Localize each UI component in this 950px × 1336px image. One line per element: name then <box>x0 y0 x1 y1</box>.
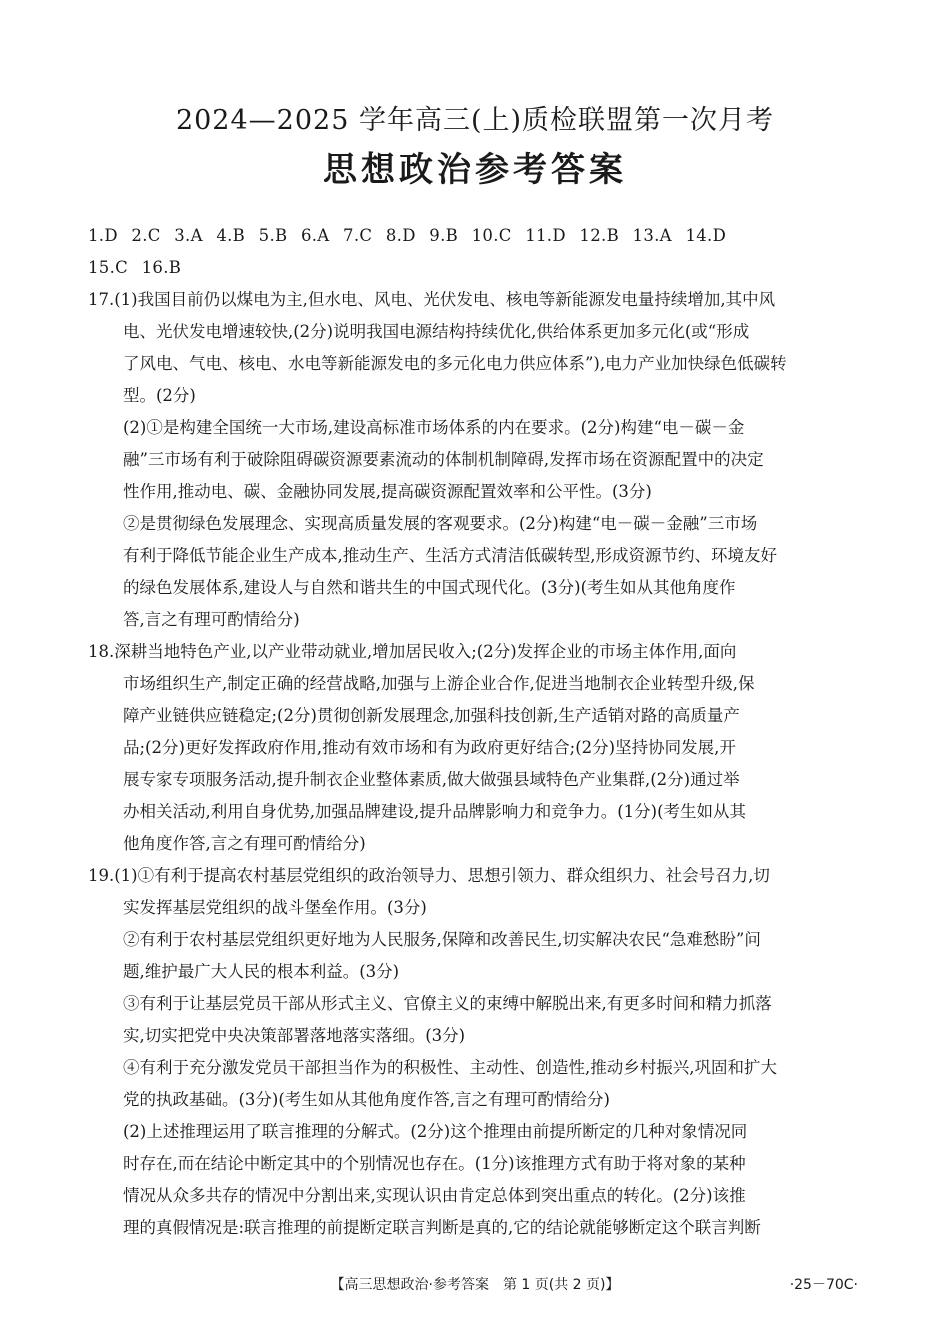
q17-line: 融”三市场有利于破除阻碍碳资源要素流动的体制机制障碍,发挥市场在资源配置中的决定 <box>123 450 764 469</box>
q19-line: 题,维护最广大人民的根本利益。(3分) <box>123 962 400 981</box>
q17-line: 性作用,推动电、碳、金融协同发展,提高碳资源配置效率和公平性。(3分) <box>123 482 652 501</box>
q19-line: 实发挥基层党组织的战斗堡垒作用。(3分) <box>123 898 427 917</box>
q18-line: 办相关活动,利用自身优势,加强品牌建设,提升品牌影响力和竞争力。(1分)(考生如从其 <box>123 802 747 821</box>
q17-line: 有利于降低节能企业生产成本,推动生产、生活方式清洁低碳转型,形成资源节约、环境友好 <box>123 546 777 565</box>
q19-line: 情况从众多共存的情况中分割出来,实现认识由肯定总体到突出重点的转化。(2分)该推 <box>123 1186 746 1205</box>
q19-line: (2)上述推理运用了联言推理的分解式。(2分)这个推理由前提所断定的几种对象情况同 <box>123 1122 748 1141</box>
q17-line: 了风电、气电、核电、水电等新能源发电的多元化电力供应体系”),电力产业加快绿色低碳转 <box>123 354 787 373</box>
q19-line: 理的真假情况是:联言推理的前提断定联言判断是真的,它的结论就能够断定这个联言判断 <box>123 1218 761 1237</box>
footer-page-info: 【高三思想政治·参考答案 第 1 页(共 2 页)】 <box>330 1277 620 1293</box>
q17-line: ②是贯彻绿色发展理念、实现高质量发展的客观要求。(2分)构建“电－碳－金融”三市场 <box>123 514 758 533</box>
q19-line: ③有利于让基层党员干部从形式主义、官僚主义的束缚中解脱出来,有更多时间和精力抓落 <box>123 994 772 1013</box>
exam-title: 2024—2025 学年高三(上)质检联盟第一次月考 <box>175 105 775 136</box>
question-19 <box>88 860 863 1244</box>
q18-line: 品;(2分)更好发挥政府作用,推动有效市场和有为政府更好结合;(2分)坚持协同发展,开 <box>123 738 736 757</box>
q17-line: (2)①是构建全国统一大市场,建设高标准市场体系的内在要求。(2分)构建“电－碳－金 <box>123 418 745 437</box>
answer-content <box>88 220 863 1244</box>
choice-answers-line-2: 15.C 16.B <box>88 258 182 277</box>
q18-line: 18.深耕当地特色产业,以产业带动就业,增加居民收入;(2分)发挥企业的市场主体作用,面向 <box>88 642 737 661</box>
page-footer <box>0 1274 950 1298</box>
choice-answers-line-1: 1.D 2.C 3.A 4.B 5.B 6.A 7.C 8.D 9.B 10.C 11.D 12.B 13.A 14.D <box>88 226 727 245</box>
q18-line: 市场组织生产,制定正确的经营战略,加强与上游企业合作,促进当地制衣企业转型升级,保 <box>123 674 755 693</box>
q17-line: 的绿色发展体系,建设人与自然和谐共生的中国式现代化。(3分)(考生如从其他角度作 <box>123 578 736 597</box>
q19-line: 19.(1)①有利于提高农村基层党组织的政治领导力、思想引领力、群众组织力、社会号召力,切 <box>88 866 770 885</box>
q19-line: 时存在,而在结论中断定其中的个别情况也存在。(1分)该推理方式有助于将对象的某种 <box>123 1154 746 1173</box>
footer-exam-code: ·25－70C· <box>789 1277 858 1293</box>
q18-line: 他角度作答,言之有理可酌情给分) <box>123 834 366 853</box>
answer-subtitle: 思想政治参考答案 <box>323 150 627 190</box>
q17-line: 答,言之有理可酌情给分) <box>123 610 300 629</box>
q18-line: 障产业链供应链稳定;(2分)贯彻创新发展理念,加强科技创新,生产适销对路的高质量产 <box>123 706 740 725</box>
choice-answers <box>88 220 863 284</box>
q18-line: 展专家专项服务活动,提升制衣企业整体素质,做大做强县域特色产业集群,(2分)通过举 <box>123 770 740 789</box>
q17-line: 电、光伏发电增速较快,(2分)说明我国电源结构持续优化,供给体系更加多元化(或“形成 <box>123 322 750 341</box>
question-17 <box>88 284 863 636</box>
q19-line: 实,切实把党中央决策部署落地落实落细。(3分) <box>123 1026 466 1045</box>
q19-line: 党的执政基础。(3分)(考生如从其他角度作答,言之有理可酌情给分) <box>123 1090 610 1109</box>
q19-line: ④有利于充分激发党员干部担当作为的积极性、主动性、创造性,推动乡村振兴,巩固和扩大 <box>123 1058 777 1077</box>
question-18 <box>88 636 863 860</box>
q17-line: 17.(1)我国目前仍以煤电为主,但水电、风电、光伏发电、核电等新能源发电量持续增加,其中风 <box>88 290 776 309</box>
q17-line: 型。(2分) <box>123 386 196 405</box>
q19-line: ②有利于农村基层党组织更好地为人民服务,保障和改善民生,切实解决农民“急难愁盼”问 <box>123 930 761 949</box>
